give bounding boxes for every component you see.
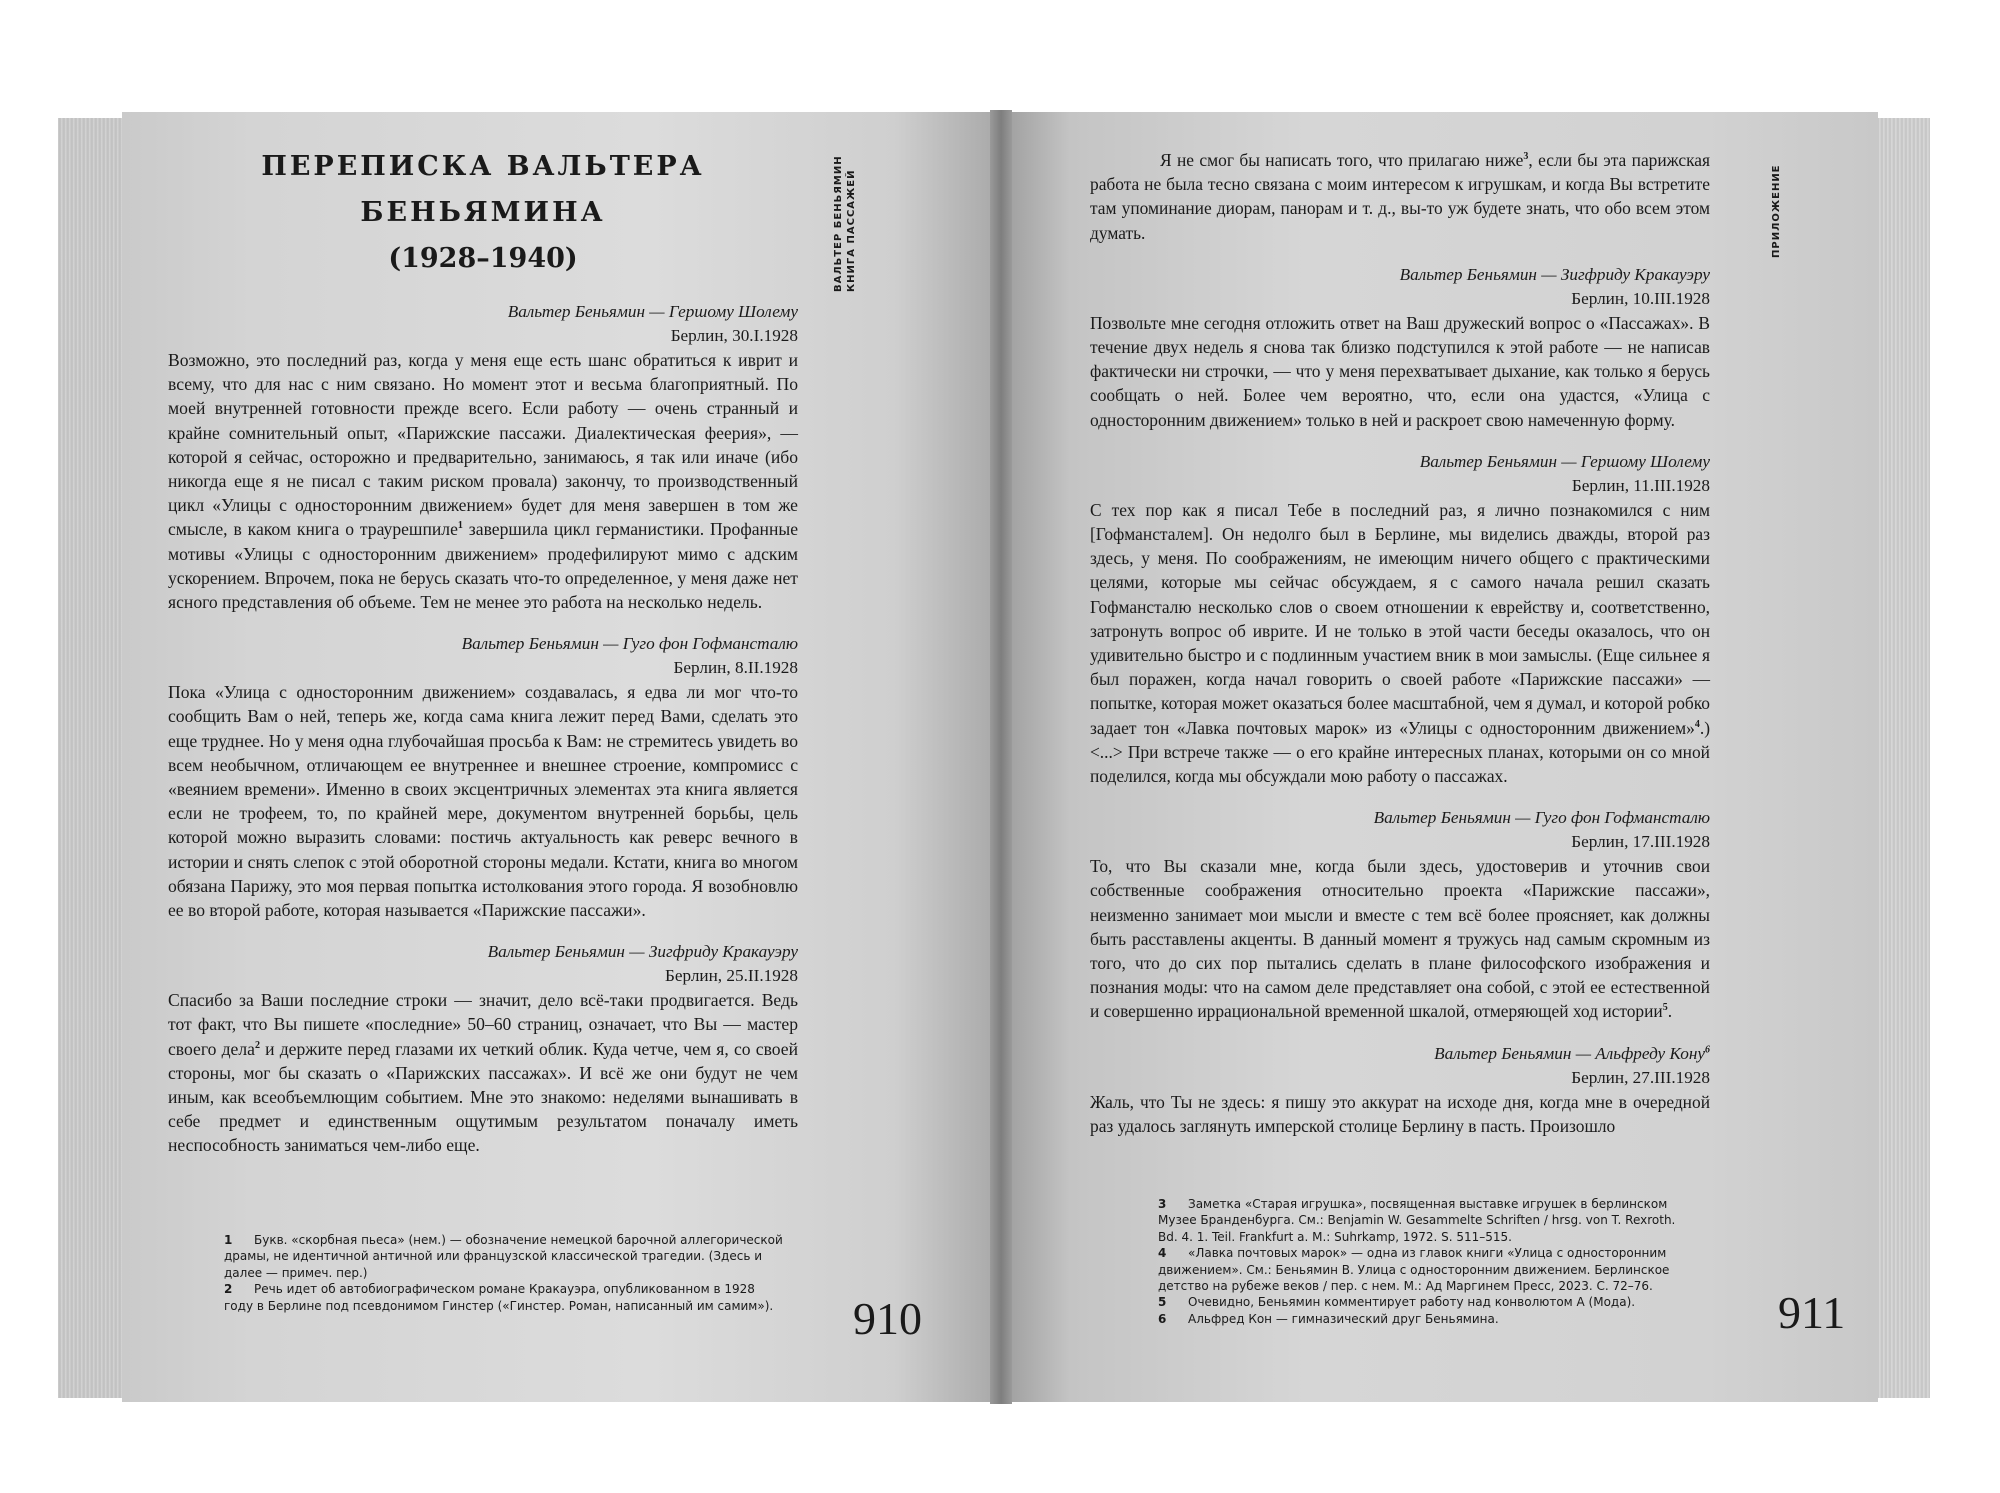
footnote-ref: 1 (457, 520, 463, 532)
letter-text: С тех пор как я писал Тебе в последний раз, я лично познакомился с ним [Гофмансталем]. Он недолго был в Берлине, мы виделись дважды, второй раз здесь, у меня. По соображениям, не имеющим ничего общего с практическими целями, которые мы сейчас обсуждаем, я с самого начала решил сказать Гофмансталю несколько слов о своем отношении к еврейству и, соответственно, затронуть вопрос об иврите. И не только в этой части беседы оказалось, что он удивительно быстро и с подлинным участием вник в мои замыслы. (Еще сильнее я был поражен, когда начал говорить о своей работе «Парижские пассажи» — попытке, которая может оказаться более масштабной, чем я думал, и которой робко задает тон «Лавка почтовых марок» из «Улицы с односторонним движением»$^4$.) <...> При встрече также — о его крайне интересных планах, которыми он со мной поделился, когда мы обсуждали мою работу о пассажах. (1090, 499, 1710, 787)
left-page-column (168, 140, 798, 1168)
letter-correspondents: Вальтер Беньямин — Зигфриду Кракауэру (487, 942, 798, 962)
letter (168, 300, 798, 614)
letter-text: Жаль, что Ты не здесь: я пишу это аккурат на исходе дня, когда мне в очередной раз удалось заглянуть имперской столице Берлину в пасть. Произошло (1090, 1091, 1710, 1136)
footnote-ref: 5 (1662, 1002, 1668, 1014)
letter-place-date: Берлин, 25.II.1928 (664, 966, 798, 986)
letter (1090, 1042, 1710, 1138)
page-number-left: 910 (853, 1293, 922, 1344)
footnote-ref: 2 (254, 1039, 260, 1051)
letter-heading (1090, 450, 1710, 498)
footnote: 6 Альфред Кон — гимназический друг Беньямина. (1158, 1311, 1499, 1326)
letter-text: Спасибо за Ваши последние строки — значит, дело всё-таки продвигается. Ведь тот факт, что Вы пишете «последние» 50–60 страниц, означает, что Вы — мастер своего дела$^2$ и держите перед глазами их четкий облик. Куда четче, чем я, со своей стороны, мог бы сказать о «Парижских пассажах». И всё же они будут не чем иным, как всеобъемлющим событием. Мне это знакомо: неделями вынашивать в себе предмет и единственным ощутимым результатом поначалу иметь неспособность заниматься чем-либо еще. (168, 990, 798, 1156)
letter-place-date: Берлин, 10.III.1928 (1571, 288, 1710, 308)
page-edges-left (58, 118, 128, 1398)
letter-correspondents: Вальтер Беньямин — Гуго фон Гофмансталю (461, 634, 798, 654)
letter-correspondents: Вальтер Беньямин — Гершому Шолему (1419, 451, 1710, 471)
footnote: 3 Заметка «Старая игрушка», посвященная выставке игрушек в берлинском Музее Бранденбурга. См.: Benjamin W. Gesammelte Schriften / hrsg. von T. Rexroth. Bd. 4. 1. Teil. Frankfurt a. M.: Suhrkamp, 1972. S. 511–515. (1158, 1197, 1676, 1244)
footnotes-left (224, 1232, 784, 1314)
running-head-left: ВАЛЬТЕР БЕНЬЯМИН КНИГА ПАССАЖЕЙ (833, 155, 857, 292)
letter-heading (168, 300, 798, 348)
footnote-ref: 4 (1694, 718, 1700, 730)
chapter-title: ПЕРЕПИСКА ВАЛЬТЕРА БЕНЬЯМИНА (261, 151, 705, 228)
book-spine (990, 110, 1012, 1404)
letter-text: Позвольте мне сегодня отложить ответ на Ваш дружеский вопрос о «Пассажах». В течение двух недель я снова так близко подступился к этой работе — не написав фактически ни строчки, — что у меня перехватывает дыхание, как только я берусь сообщать о ней. Более чем вероятно, что, если она удастся, «Улица с односторонним движением» только в ней и раскроет свою намеченную форму. (1090, 312, 1710, 430)
letter-correspondents: Вальтер Беньямин — Альфреду Кону$^6$ (1434, 1043, 1710, 1063)
letter (1090, 806, 1710, 1023)
footnote: 5 Очевидно, Беньямин комментирует работу над конволютом А (Мода). (1158, 1295, 1636, 1310)
letter-heading (168, 632, 798, 680)
chapter-years: (1928–1940) (388, 243, 578, 274)
footnote: 4 «Лавка почтовых марок» — одна из главок книги «Улица с односторонним движением». См.: Беньямин В. Улица с односторонним движением. Берлинское детство на рубеже веков / пер. с нем. М.: Ад Маргинем Пресс, 2023. С. 72–76. (1158, 1246, 1670, 1294)
letter-text: Пока «Улица с односторонним движением» создавалась, я едва ли мог что-то сообщить Вам о ней, теперь же, когда сама книга лежит перед Вами, сделать это еще труднее. Но у меня одна глубочайшая просьба к Вам: не стремитесь увидеть во всем необычном, отличающем ее внутреннее и внешнее строение, компромисс с «веянием времени». Именно в своих эксцентричных элементах эта книга является если не трофеем, то, по крайней мере, документом внутренней борьбы, цель которой можно выразить словами: постичь актуальность как реверс вечного в истории и снять слепок с этой оборотной стороны медали. Кстати, книга во многом обязана Парижу, это моя первая попытка истолкования этого города. Я возобновлю ее во второй работе, которая называется «Парижские пассажи». (168, 682, 798, 921)
letter-correspondents: Вальтер Беньямин — Гершому Шолему (507, 302, 798, 321)
letter-place-date: Берлин, 11.III.1928 (1571, 475, 1710, 495)
letter (1090, 263, 1710, 432)
letter (1090, 450, 1710, 788)
footnote-ref: 3 (1523, 151, 1529, 163)
footnote: 1 Букв. «скорбная пьеса» (нем.) — обозначение немецкой барочной аллегорической драмы, не идентичной античной или французской классической трагедии. (Здесь и далее — примеч. пер.) (224, 1233, 783, 1280)
letter-place-date: Берлин, 17.III.1928 (1571, 832, 1710, 852)
right-page-column (1090, 148, 1710, 1148)
footnote-ref: 6 (1705, 1043, 1710, 1055)
letter-correspondents: Вальтер Беньямин — Зигфриду Кракауэру (1399, 264, 1710, 284)
letter-text: То, что Вы сказали мне, когда были здесь, удостоверив и уточнив свои собственные соображения относительно проекта «Парижские пассажи», неизменно занимает мои мысли и вместе с тем всё более проясняет, как должны быть расставлены акценты. В данный момент я тружусь над самым скромным из того, что до сих пор пытались сделать в плане философского изображения и познания моды: что на самом деле представляет она собой, с этой ее естественной и совершенно иррациональной временной шкалой, отмеряющей ход истории$^5$. (1090, 856, 1710, 1022)
letter-place-date: Берлин, 30.I.1928 (670, 326, 798, 345)
letter (168, 632, 798, 922)
footnotes-right (1158, 1196, 1698, 1327)
letter-heading (168, 940, 798, 988)
letter-heading (1090, 806, 1710, 854)
continued-text: Я не смог бы написать того, что прилагаю ниже$^3$, если бы эта парижская работа не была тесно связана с моим интересом к игрушкам, и когда Вы встретите там упоминание диорам, панорам и т. д., вы-то уж будете знать, что обо всем этом думать. (1090, 150, 1710, 243)
page-number-right: 911 (1778, 1287, 1846, 1338)
letter-place-date: Берлин, 8.II.1928 (673, 658, 798, 678)
letter (168, 940, 798, 1157)
letter-heading (1090, 263, 1710, 311)
letter-correspondents: Вальтер Беньямин — Гуго фон Гофмансталю (1373, 808, 1710, 828)
letter-heading (1090, 1042, 1710, 1090)
running-head-right: ПРИЛОЖЕНИЕ (1771, 164, 1782, 258)
letter-text: Возможно, это последний раз, когда у меня еще есть шанс обратиться к иврит и всему, что для нас с ним связано. Но момент этот и весьма благоприятный. По моей внутренней готовности прежде всего. Если работу — очень странный и крайне сомнительный опыт, «Парижские пассажи. Диалектическая феерия», — которой я сейчас, осторожно и предварительно, занимаюсь, я так или иначе (ибо никогда еще я не писал с таким риском провала) закончу, то производственный цикл «Улицы с односторонним движением» будет для меня завершен в том же смысле, в каком книга о траурешпиле$^1$ завершила цикл германистики. Профанные мотивы «Улицы с односторонним движением» продефилируют мимо с адским ускорением. Впрочем, пока не берусь сказать что-то определенное, у меня даже нет ясного представления об объеме. Тем не менее это работа на несколько недель. (168, 350, 799, 613)
letter-place-date: Берлин, 27.III.1928 (1571, 1067, 1710, 1087)
footnote: 2 Речь идет об автобиографическом романе Кракауэра, опубликованном в 1928 году в Берлине под псевдонимом Гинстер («Гинстер. Роман, написанный им самим»). (224, 1282, 774, 1313)
